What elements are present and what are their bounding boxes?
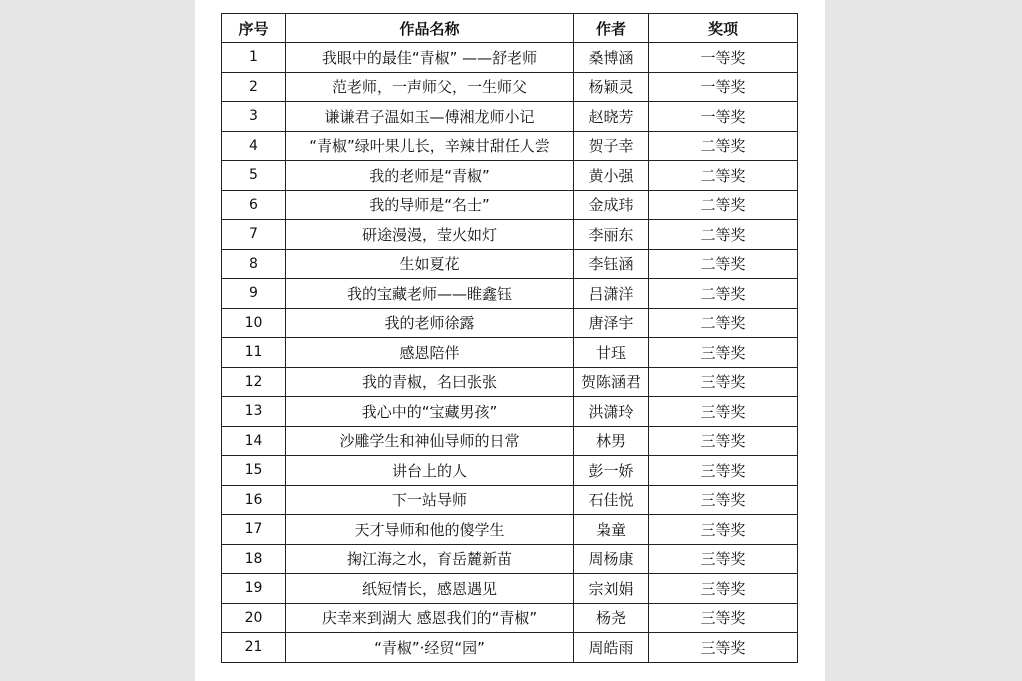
cell-author: 周杨康 (574, 544, 649, 574)
table-row (222, 279, 798, 309)
cell-author: 宗刘娟 (574, 574, 649, 604)
cell-author: 桑博涵 (574, 43, 649, 73)
cell-award: 三等奖 (649, 456, 798, 486)
cell-award: 三等奖 (649, 338, 798, 368)
table-row (222, 43, 798, 73)
table-row (222, 72, 798, 102)
cell-work-title: 我的老师徐露 (286, 308, 574, 338)
cell-index: 10 (222, 308, 286, 338)
cell-work-title: 我的导师是“名士” (286, 190, 574, 220)
cell-work-title: 谦谦君子温如玉—傅湘龙师小记 (286, 102, 574, 132)
cell-award: 三等奖 (649, 485, 798, 515)
header-award: 奖项 (649, 14, 798, 43)
cell-author: 彭一娇 (574, 456, 649, 486)
cell-work-title: 纸短情长，感恩遇见 (286, 574, 574, 604)
table-row (222, 249, 798, 279)
cell-author: 石佳悦 (574, 485, 649, 515)
cell-work-title: 范老师，一声师父，一生师父 (286, 72, 574, 102)
cell-author: 贺陈涵君 (574, 367, 649, 397)
cell-index: 3 (222, 102, 286, 132)
header-author: 作者 (574, 14, 649, 43)
cell-award: 二等奖 (649, 249, 798, 279)
cell-award: 三等奖 (649, 367, 798, 397)
cell-work-title: 我的老师是“青椒” (286, 161, 574, 191)
cell-author: 杨尧 (574, 603, 649, 633)
cell-award: 一等奖 (649, 102, 798, 132)
cell-award: 一等奖 (649, 72, 798, 102)
cell-award: 二等奖 (649, 220, 798, 250)
cell-work-title: “青椒”绿叶果儿长，辛辣甘甜任人尝 (286, 131, 574, 161)
cell-author: 吕潇洋 (574, 279, 649, 309)
cell-index: 12 (222, 367, 286, 397)
table-row (222, 367, 798, 397)
table-row (222, 574, 798, 604)
cell-index: 1 (222, 43, 286, 73)
cell-work-title: 我眼中的最佳“青椒” ——舒老师 (286, 43, 574, 73)
cell-author: 洪潇玲 (574, 397, 649, 427)
cell-work-title: 庆幸来到湖大 感恩我们的“青椒” (286, 603, 574, 633)
table-row (222, 102, 798, 132)
cell-index: 20 (222, 603, 286, 633)
table-row (222, 633, 798, 663)
cell-award: 一等奖 (649, 43, 798, 73)
cell-award: 二等奖 (649, 161, 798, 191)
cell-award: 二等奖 (649, 279, 798, 309)
cell-work-title: 研途漫漫，莹火如灯 (286, 220, 574, 250)
cell-index: 15 (222, 456, 286, 486)
cell-author: 唐泽宇 (574, 308, 649, 338)
cell-work-title: 生如夏花 (286, 249, 574, 279)
cell-index: 5 (222, 161, 286, 191)
table-row (222, 220, 798, 250)
table-row (222, 397, 798, 427)
cell-award: 二等奖 (649, 308, 798, 338)
cell-author: 赵晓芳 (574, 102, 649, 132)
table-row (222, 603, 798, 633)
table-row (222, 161, 798, 191)
cell-award: 二等奖 (649, 190, 798, 220)
table-row (222, 456, 798, 486)
cell-award: 三等奖 (649, 574, 798, 604)
table-row (222, 131, 798, 161)
header-index: 序号 (222, 14, 286, 43)
cell-award: 三等奖 (649, 397, 798, 427)
cell-award: 三等奖 (649, 515, 798, 545)
cell-index: 11 (222, 338, 286, 368)
table-row (222, 544, 798, 574)
cell-award: 二等奖 (649, 131, 798, 161)
cell-work-title: 沙雕学生和神仙导师的日常 (286, 426, 574, 456)
cell-award: 三等奖 (649, 633, 798, 663)
cell-index: 2 (222, 72, 286, 102)
cell-index: 21 (222, 633, 286, 663)
table-row (222, 338, 798, 368)
cell-author: 杨颖灵 (574, 72, 649, 102)
cell-index: 14 (222, 426, 286, 456)
table-row (222, 426, 798, 456)
cell-index: 7 (222, 220, 286, 250)
table-row (222, 515, 798, 545)
cell-work-title: 我心中的“宝藏男孩” (286, 397, 574, 427)
cell-work-title: 讲台上的人 (286, 456, 574, 486)
cell-award: 三等奖 (649, 426, 798, 456)
cell-author: 金成玮 (574, 190, 649, 220)
cell-author: 林男 (574, 426, 649, 456)
cell-work-title: 天才导师和他的傻学生 (286, 515, 574, 545)
cell-work-title: 我的青椒，名曰张张 (286, 367, 574, 397)
table-row (222, 308, 798, 338)
cell-work-title: 我的宝藏老师——睢鑫钰 (286, 279, 574, 309)
cell-award: 三等奖 (649, 603, 798, 633)
cell-index: 13 (222, 397, 286, 427)
cell-work-title: 掬江海之水，育岳麓新苗 (286, 544, 574, 574)
cell-work-title: 感恩陪伴 (286, 338, 574, 368)
cell-author: 贺子幸 (574, 131, 649, 161)
cell-author: 枭童 (574, 515, 649, 545)
cell-author: 李钰涵 (574, 249, 649, 279)
cell-index: 19 (222, 574, 286, 604)
table-row (222, 190, 798, 220)
cell-author: 甘珏 (574, 338, 649, 368)
cell-index: 4 (222, 131, 286, 161)
header-row (222, 14, 798, 43)
cell-index: 8 (222, 249, 286, 279)
award-table (221, 13, 798, 663)
cell-index: 6 (222, 190, 286, 220)
cell-work-title: “青椒”·经贸“园” (286, 633, 574, 663)
header-work-title: 作品名称 (286, 14, 574, 43)
cell-index: 18 (222, 544, 286, 574)
cell-author: 李丽东 (574, 220, 649, 250)
cell-author: 周皓雨 (574, 633, 649, 663)
table-row (222, 485, 798, 515)
cell-author: 黄小强 (574, 161, 649, 191)
cell-index: 17 (222, 515, 286, 545)
cell-index: 16 (222, 485, 286, 515)
cell-index: 9 (222, 279, 286, 309)
cell-award: 三等奖 (649, 544, 798, 574)
cell-work-title: 下一站导师 (286, 485, 574, 515)
